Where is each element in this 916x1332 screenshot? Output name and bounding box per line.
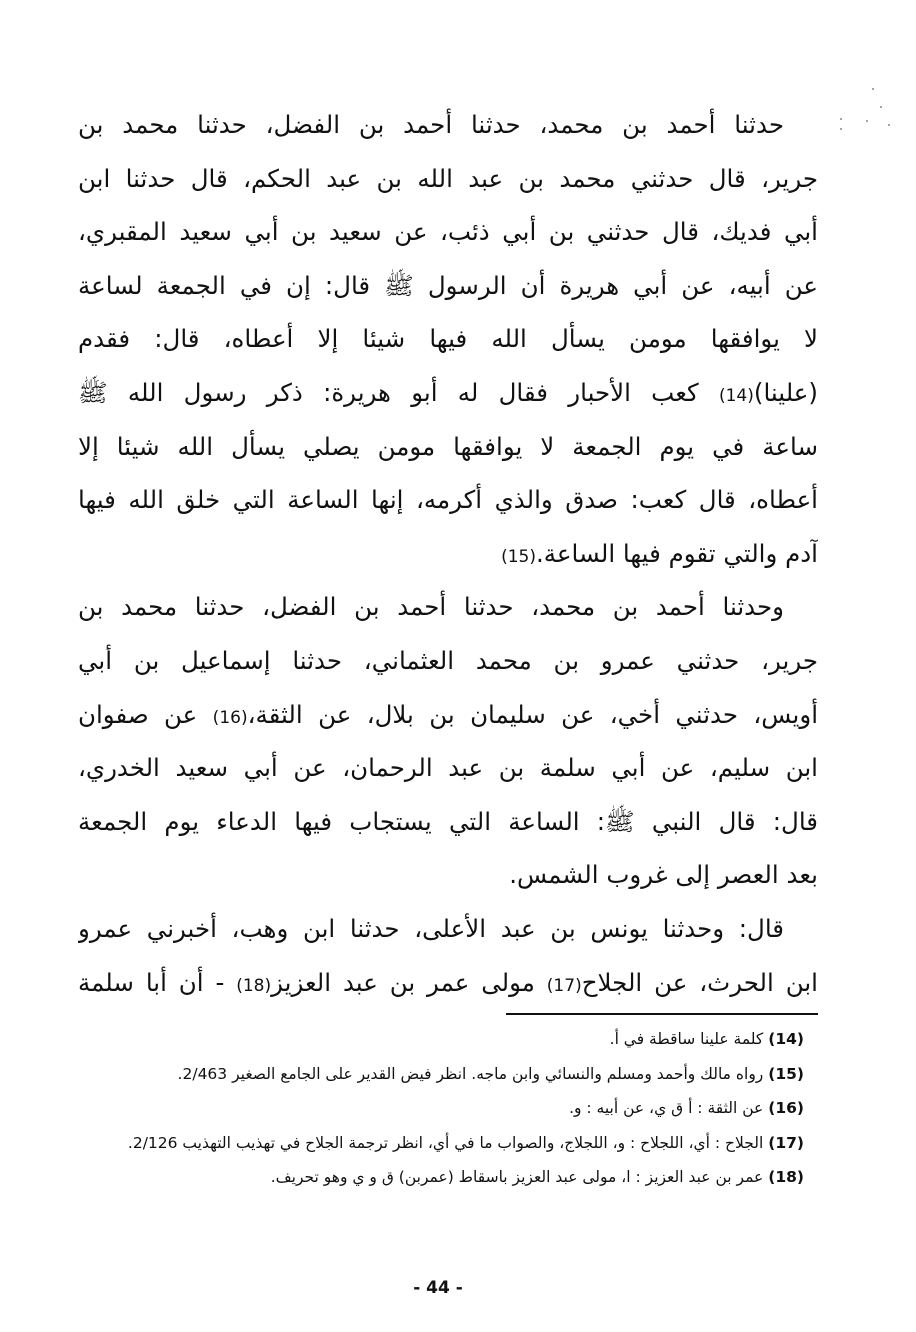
line-text: جرير، حدثني عمرو بن محمد العثماني، حدثنا إسماعيل بن أبي: [78, 645, 818, 675]
line-text: عن صفوان: [78, 699, 213, 729]
line-text: عن أبيه، عن أبي هريرة أن الرسول ﷺ قال: إن في الجمعة لساعة: [78, 270, 818, 300]
text-line: [78, 473, 818, 527]
line-text: جرير، قال حدثني محمد بن عبد الله بن عبد الحكم، قال حدثنا ابن: [78, 163, 818, 193]
text-line: [78, 580, 818, 634]
line-text: مولى عمر بن عبد العزيز: [271, 967, 547, 997]
line-text: قال: وحدثنا يونس بن عبد الأعلى، حدثنا ابن وهب، أخبرني عمرو: [78, 913, 784, 943]
footnote-text: عن الثقة : أ ق ي، عن أبيه : و.: [569, 1099, 764, 1118]
footnote-ref: (18): [236, 975, 272, 996]
text-line: [78, 741, 818, 795]
line-text: لا يوافقها مومن يسأل الله فيها شيئا إلا أعطاه، قال: فقدم: [78, 324, 818, 354]
footnote-separator: [506, 1013, 818, 1015]
footnote: [40, 1091, 804, 1126]
footnote-ref: (16): [212, 707, 248, 728]
footnote-ref: (14): [718, 385, 754, 406]
footnotes: [40, 1022, 804, 1195]
footnote: [40, 1160, 804, 1195]
text-line: [78, 527, 818, 581]
line-text: قال: قال النبي ﷺ: الساعة التي يستجاب فيها الدعاء يوم الجمعة: [78, 806, 818, 836]
footnote-text: كلمة علينا ساقطة في أ.: [609, 1030, 764, 1048]
line-text: آدم والتي تقوم فيها الساعة.: [536, 538, 818, 568]
text-line: [78, 956, 818, 1010]
line-text: (علينا): [753, 377, 818, 407]
footnote: [40, 1126, 804, 1161]
footnote-ref: (17): [546, 975, 582, 996]
text-line: [78, 366, 818, 420]
line-text: - أن أبا سلمة: [78, 967, 237, 997]
line-text: بعد العصر إلى غروب الشمس.: [509, 860, 818, 890]
text-line: [78, 848, 818, 902]
scan-specks: [836, 84, 896, 144]
line-text: أويس، حدثني أخي، عن سليمان بن بلال، عن الثقة،: [247, 699, 818, 729]
text-line: [78, 634, 818, 688]
main-text: [78, 98, 818, 1009]
line-text: وحدثنا أحمد بن محمد، حدثنا أحمد بن الفضل، حدثنا محمد بن: [78, 592, 784, 622]
footnote: [40, 1057, 804, 1092]
line-text: ابن الحرث، عن الجلاح: [581, 967, 818, 997]
footnote-number: (14): [768, 1030, 804, 1048]
text-line: [78, 205, 818, 259]
line-text: ساعة في يوم الجمعة لا يوافقها مومن يصلي يسأل الله شيئا إلا: [78, 431, 818, 461]
line-text: أعطاه، قال كعب: صدق والذي أكرمه، إنها الساعة التي خلق الله فيها: [78, 485, 818, 515]
text-line: [78, 259, 818, 313]
line-text: ابن سليم، عن أبي سلمة بن عبد الرحمان، عن أبي سعيد الخدري،: [78, 753, 818, 783]
footnote-number: (18): [768, 1168, 804, 1187]
footnote-text: الجلاح : أي، اللجلاح : و، اللجلاج، والصواب ما في أي، انظر ترجمة الجلاح في تهذيب التهذيب 2/126.: [127, 1133, 764, 1152]
footnote-number: (16): [768, 1099, 804, 1118]
text-line: [78, 420, 818, 474]
footnote-text: عمر بن عبد العزيز : ا، مولى عبد العزيز باسقاط (عمربن) ق و ي وهو تحريف.: [270, 1168, 764, 1187]
footnote-number: (17): [768, 1133, 804, 1152]
page-number: - 44 -: [413, 1278, 463, 1298]
text-line: [78, 98, 818, 152]
footnote-number: (15): [768, 1064, 804, 1083]
text-line: [78, 152, 818, 206]
footnote-text: رواه مالك وأحمد ومسلم والنسائي وابن ماجه. انظر فيض القدير على الجامع الصغير 2/463.: [177, 1064, 764, 1083]
text-line: [78, 688, 818, 742]
text-line: [78, 902, 818, 956]
line-text: حدثنا أحمد بن محمد، حدثنا أحمد بن الفضل، حدثنا محمد بن: [78, 110, 784, 139]
text-line: [78, 795, 818, 849]
line-text: كعب الأحبار فقال له أبو هريرة: ذكر رسول الله ﷺ: [78, 377, 719, 407]
text-line: [78, 312, 818, 366]
footnote-ref: (15): [501, 546, 536, 567]
footnote: [40, 1022, 804, 1057]
line-text: أبي فديك، قال حدثني بن أبي ذئب، عن سعيد بن أبي سعيد المقبري،: [78, 217, 818, 247]
